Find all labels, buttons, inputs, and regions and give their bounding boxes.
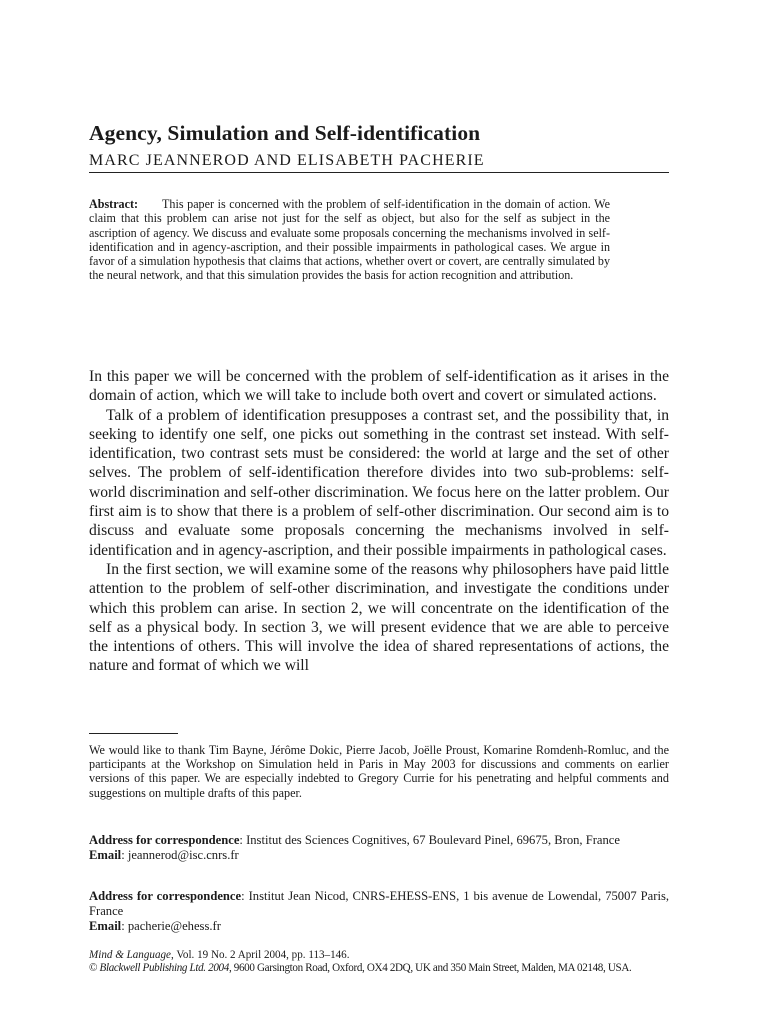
email-link[interactable]: : pacherie@ehess.fr [121,919,221,934]
correspondence-block-2 [89,889,669,935]
correspondence-label: Address for correspondence [89,833,240,847]
body-paragraph-2: Talk of a problem of identification presupposes a contrast set, and the possibility that, in seeking to identify one self, one picks out something in the contrast set instead. With self-identification, two contrast sets must be considered: the world at large and the set of other selves. The problem of self-identification therefore divides into two sub-problems: self-world discrimination and self-other discrimination. We focus here on the latter problem. Our first aim is to show that there is a problem of self-other discrimination. Our second aim is to discuss and evaluate some proposals concerning the mechanisms involved in self-identification and in agency-ascription, and their possible impairments in pathological cases. [89,406,669,559]
footnote-divider [89,733,178,734]
publisher-address: , 9600 Garsington Road, Oxford, OX4 2DQ, UK and 350 Main Street, Malden, MA 02148, USA. [228,962,632,974]
article-authors: MARC JEANNEROD AND ELISABETH PACHERIE [89,152,485,169]
title-divider [89,172,669,173]
body-paragraph-1: In this paper we will be concerned with the problem of self-identification as it arises in the domain of action, which we will take to include both overt and covert or simulated actions. [89,368,669,405]
abstract-text: This paper is concerned with the problem of self-identification in the domain of action. We claim that this problem can arise not just for the self as object, but also for the self as subject in the ascription of agency. We discuss and evaluate some proposals concerning the mechanisms involved in self-identification and in agency-ascription, and their possible impairments in pathological cases. We argue in favor of a simulation hypothesis that claims that actions, whether overt or covert, are centrally simulated by the neural network, and that this simulation provides the basis for action recognition and attribution. [89,197,610,283]
article-body [89,367,669,676]
correspondence-label: Address for correspondence [89,889,242,903]
correspondence-address: : Institut Jean Nicod, CNRS-EHESS-ENS, 1 bis avenue de Lowendal, 75007 Paris, France [89,889,669,919]
journal-footer [89,949,689,975]
acknowledgement-text: We would like to thank Tim Bayne, Jérôme Dokic, Pierre Jacob, Joëlle Proust, Komarine Romdenh-Romluc, and the participants at the Workshop on Simulation held in Paris in May 2003 for discussions and comments on earlier versions of this paper. We are especially indebted to Gregory Currie for his penetrating and helpful comments and suggestions on multiple drafts of this paper. [89,743,669,800]
journal-citation-line [89,949,689,962]
correspondence-block-1 [89,833,669,863]
email-label: Email [89,919,122,934]
article-title: Agency, Simulation and Self-identification [89,121,481,145]
publisher-name: Blackwell Publishing Ltd. 2004 [99,962,229,974]
acknowledgement-footnote [89,743,669,800]
abstract [89,197,610,283]
email-link[interactable]: : jeannerod@isc.cnrs.fr [121,848,239,863]
abstract-label: Abstract: [89,197,139,211]
journal-citation: , Vol. 19 No. 2 April 2004, pp. 113–146. [170,949,350,961]
publisher-line [89,962,689,975]
email-label: Email [89,848,122,863]
journal-name: Mind & Language [89,949,171,961]
body-paragraph-3: In the first section, we will examine some of the reasons why philosophers have paid little attention to the problem of self-other discrimination, and investigate the conditions under which this problem can arise. In section 2, we will concentrate on the identification of the self as a physical body. In section 3, we will present evidence that we are able to perceive the intentions of others. This will involve the idea of shared representations of actions, the nature and format of which we will [89,560,669,675]
copyright-symbol: © [89,962,98,974]
correspondence-address: : Institut des Sciences Cognitives, 67 Boulevard Pinel, 69675, Bron, France [239,833,620,847]
